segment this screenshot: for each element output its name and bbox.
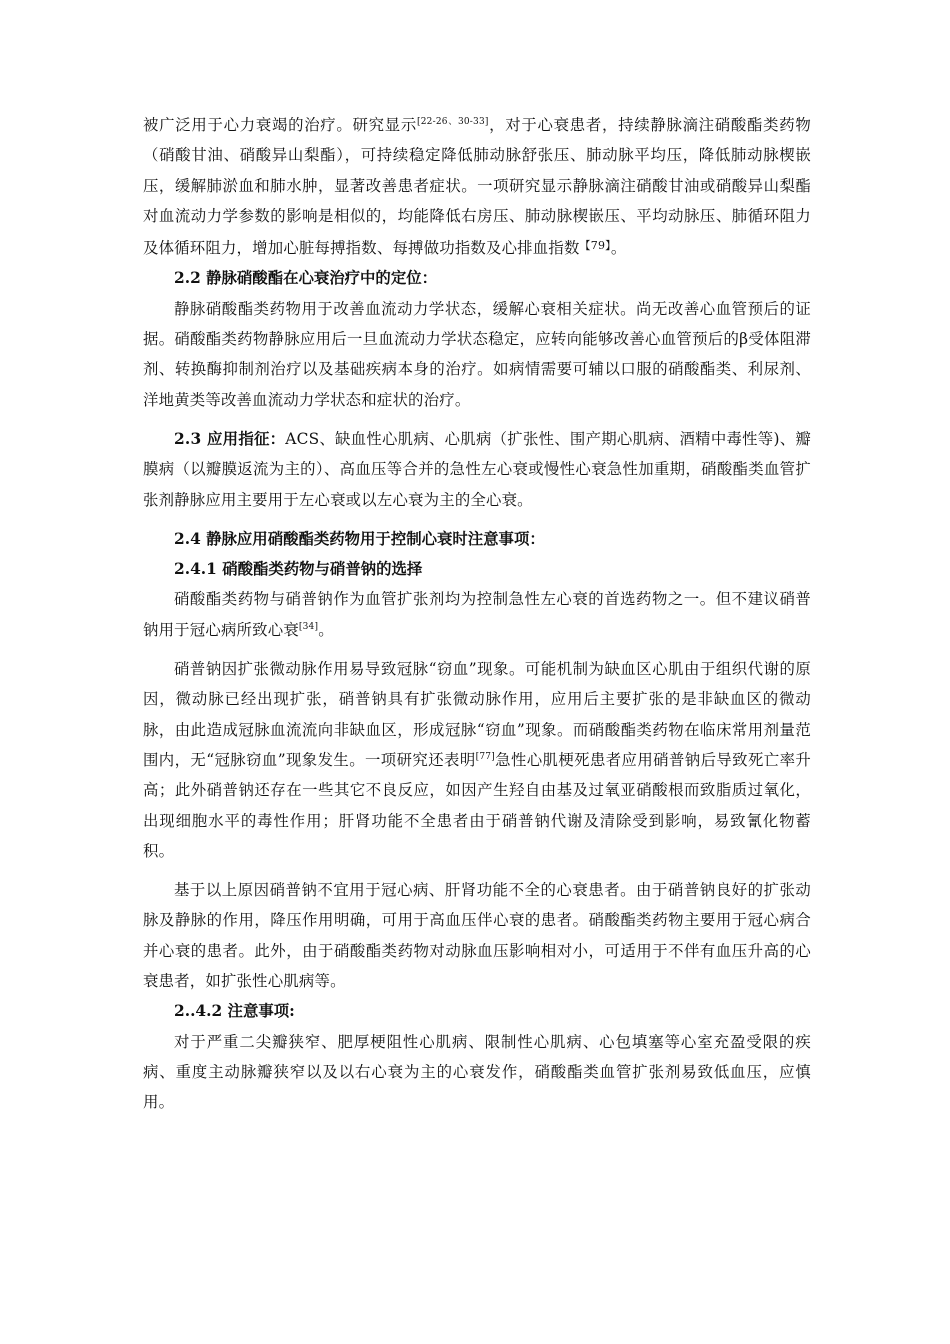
paragraph-positioning: 静脉硝酸酯类药物用于改善血流动力学状态，缓解心衰相关症状。尚无改善心血管预后的证据。硝酸酯类药物静脉应用后一旦血流动力学状态稳定，应转向能够改善心血管预后的β受体阻滞剂、转换酶抑制剂治疗以及基础疾病本身的治疗。如病情需要可辅以口服的硝酸酯类、利尿剂、洋地黄类等改善血流动力学状态和症状的治疗。 bbox=[143, 299, 811, 409]
text: ，对于心衰患者，持续静脉滴注硝酸酯类药物（硝酸甘油、硝酸异山梨酯），可持续稳定降低肺动脉舒张压、肺动脉平均压，降低肺动脉楔嵌压，缓解肺淤血和肺水肿，显著改善患者症状。一项研究显示静脉滴注硝酸甘油或硝酸异山梨酯对血流动力学参数的影响是相似的，均能降低右房压、肺动脉楔嵌压、平均动脉压、肺循环阻力及体循环阻力，增加心脏每搏指数、每搏做功指数及心排血指数 bbox=[143, 116, 811, 258]
citation: 【79】 bbox=[579, 239, 611, 253]
paragraph-nitrate-hemodynamics bbox=[143, 110, 811, 263]
text: 。 bbox=[318, 620, 334, 639]
citation: [34] bbox=[298, 621, 319, 632]
paragraph-precautions: 对于严重二尖瓣狭窄、肥厚梗阻性心肌病、限制性心肌病、心包填塞等心室充盈受限的疾病、重度主动脉瓣狭窄以及以右心衰为主的心衰发作，硝酸酯类血管扩张剂易致低血压，应慎用。 bbox=[143, 1032, 811, 1112]
text: 被广泛用于心力衰竭的治疗。研究显示 bbox=[143, 116, 418, 134]
heading-2-4-1: 2.4.1 硝酸酯类药物与硝普钠的选择 bbox=[174, 560, 423, 579]
paragraph-conclusion: 基于以上原因硝普钠不宜用于冠心病、肝肾功能不全的心衰患者。由于硝普钠良好的扩张动脉及静脉的作用，降压作用明确，可用于高血压伴心衰的患者。硝酸酯类药物主要用于冠心病合并心衰的患者。此外，由于硝酸酯类药物对动脉血压影响相对小，可适用于不伴有血压升高的心衰患者，如扩张性心肌病等。 bbox=[143, 881, 811, 991]
heading-2-4: 2.4 静脉应用硝酸酯类药物用于控制心衰时注意事项： bbox=[174, 529, 545, 548]
document-body bbox=[143, 110, 811, 1118]
text: 急性心肌梗死患者应用硝普钠后导致死亡率升高；此外硝普钠还存在一些其它不良反应，如因产生羟自由基及过氧亚硝酸根而致脂质过氧化，出现细胞水平的毒性作用；肝肾功能不全患者由于硝普钠代谢及清除受到影响，易致氰化物蓄积。 bbox=[143, 750, 811, 860]
heading-2-4-2: 2..4.2 注意事项: bbox=[174, 1002, 295, 1021]
paragraph-coronary-steal bbox=[143, 654, 811, 866]
citation: [22-26、30-33] bbox=[417, 116, 489, 127]
heading-2-3: 2.3 应用指征： bbox=[174, 429, 286, 448]
text: ACS、缺血性心肌病、心肌病（扩张性、围产期心肌病、酒精中毒性等)、瓣膜病（以瓣膜返流为主的）、高血压等合并的急性左心衰或慢性心衰急性加重期，硝酸酯类血管扩张剂静脉应用主要用于左心衰或以左心衰为主的全心衰。 bbox=[143, 429, 811, 509]
citation: [77] bbox=[475, 751, 495, 762]
text: 硝酸酯类药物与硝普钠作为血管扩张剂均为控制急性左心衰的首选药物之一。但不建议硝普钠用于冠心病所致心衰 bbox=[143, 590, 811, 639]
paragraph-indications bbox=[143, 424, 811, 515]
text: 。 bbox=[610, 239, 627, 258]
text: 硝普钠因扩张微动脉作用易导致冠脉“窃血”现象。可能机制为缺血区心肌由于组织代谢的原因，微动脉已经出现扩张，硝普钠具有扩张微动脉作用，应用后主要扩张的是非缺血区的微动脉，由此造成冠脉血流流向非缺血区，形成冠脉“窃血”现象。而硝酸酯类药物在临床常用剂量范围内，无“冠脉窃血”现象发生。一项研究还表明 bbox=[143, 660, 811, 769]
paragraph-nitroprusside-choice bbox=[143, 584, 811, 645]
heading-2-2: 2.2 静脉硝酸酯在心衰治疗中的定位： bbox=[174, 269, 437, 288]
